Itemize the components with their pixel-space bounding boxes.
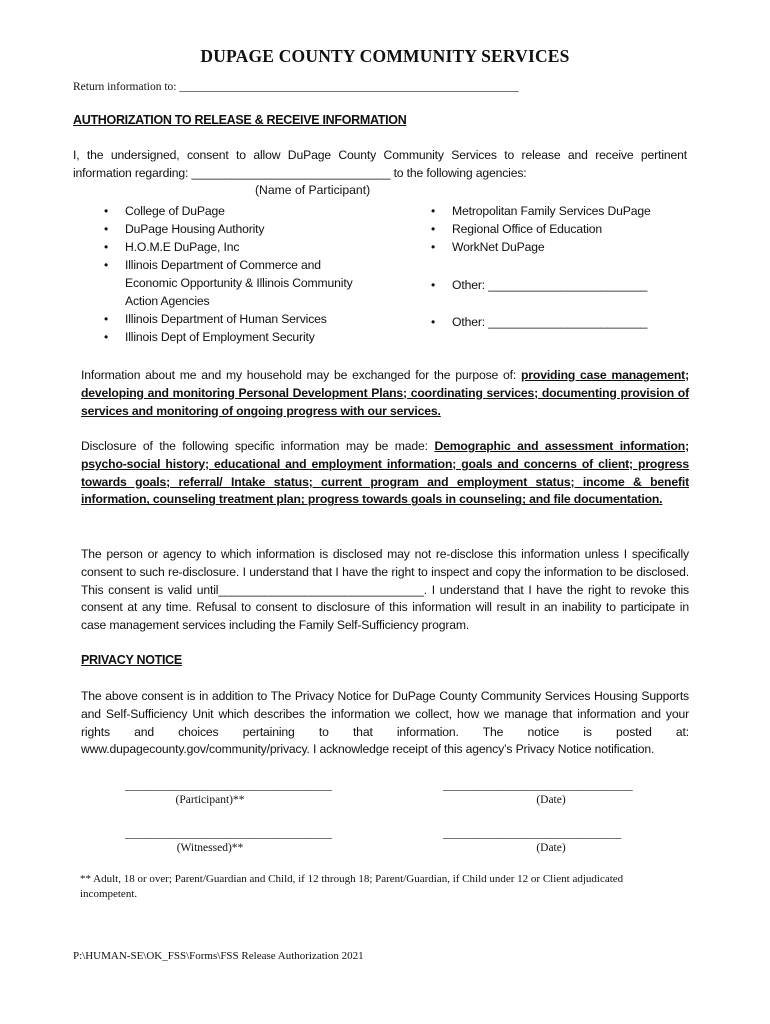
date-label-2: (Date) — [536, 842, 566, 854]
agency-list-right — [427, 202, 707, 256]
witness-signature-line: ____________________________________ — [125, 828, 332, 840]
agency-list-left — [100, 202, 360, 346]
redisclosure-paragraph: The person or agency to which information is disclosed may not re-disclose this information unless I specifically consent to such re-disclosure. I understand that I have the right to inspect and copy the information to be disclosed. This consent is valid until_______________________________. I understand that I have the right to revoke this consent at any time. Refusal to consent to disclosure of this information will result in an inability to participate in case management services including the Family Self-Sufficiency program. — [81, 547, 689, 633]
agency-item: • Illinois Department of Human Services — [100, 310, 360, 328]
return-information-line: Return information to: ___________________________________________________________ — [73, 81, 519, 93]
file-path: P:\HUMAN-SE\OK_FSS\Forms\FSS Release Authorization 2021 — [73, 950, 364, 962]
agency-item: • Illinois Dept of Employment Security — [100, 328, 360, 346]
privacy-heading: PRIVACY NOTICE — [81, 653, 182, 667]
disclosure-paragraph — [81, 438, 689, 509]
witness-label: (Witnessed)** — [176, 842, 244, 854]
participant-signature-line: ____________________________________ — [125, 780, 332, 792]
date-label-1: (Date) — [536, 794, 566, 806]
document-title: DUPAGE COUNTY COMMUNITY SERVICES — [200, 46, 570, 66]
other-agency-2 — [427, 313, 707, 331]
other-agency-1 — [427, 276, 707, 294]
participant-label: (Participant)** — [175, 794, 245, 806]
other-agency-field: • Other: ________________________ — [427, 276, 707, 294]
agency-item: • Metropolitan Family Services DuPage — [427, 202, 707, 220]
privacy-paragraph: The above consent is in addition to The Privacy Notice for DuPage County Community Services Housing Supports and Self-Sufficiency Unit which describes the information we collect, how we manage that information and your rights and choices pertaining to that information. The notice is posted at: www.dupagecounty.gov/community/privacy. I acknowledge receipt of this agency’s Privacy Notice notification. — [81, 689, 689, 757]
agency-item: • Regional Office of Education — [427, 220, 707, 238]
disclosure-emphasis: Demographic and assessment information; psycho-social history; educational and employment information; goals and concerns of client; progress towards goals; referral/ Intake status; current program and employment status; income & benefit information, counseling treatment plan; progress towards goals in counseling; and file documentation. — [81, 439, 689, 507]
agency-item: • H.O.M.E DuPage, Inc — [100, 238, 360, 256]
footnote: ** Adult, 18 or over; Parent/Guardian and Child, if 12 through 18; Parent/Guardian, if Child under 12 or Client adjudicated incompetent. — [80, 873, 624, 900]
date-line-1: _________________________________ — [443, 780, 633, 792]
agency-item: • Illinois Department of Commerce and Economic Opportunity & Illinois Community Action Agencies — [100, 256, 360, 310]
purpose-paragraph — [81, 367, 689, 420]
purpose-emphasis: providing case management; developing and monitoring Personal Development Plans; coordinating services; documenting provision of services and monitoring of ongoing progress with our services. — [81, 368, 689, 418]
other-agency-field: • Other: ________________________ — [427, 313, 707, 331]
agency-item: • WorkNet DuPage — [427, 238, 707, 256]
date-line-2: _______________________________ — [443, 828, 622, 840]
authorization-heading: AUTHORIZATION TO RELEASE & RECEIVE INFORMATION — [73, 113, 407, 127]
agency-item: • DuPage Housing Authority — [100, 220, 360, 238]
purpose-text: Information about me and my household may be exchanged for the purpose of: — [81, 368, 517, 382]
name-of-participant-label: (Name of Participant) — [255, 183, 371, 197]
disclosure-text: Disclosure of the following specific information may be made: — [81, 439, 428, 453]
agency-item: • College of DuPage — [100, 202, 360, 220]
consent-paragraph: I, the undersigned, consent to allow DuPage County Community Services to release and receive pertinent information regarding: ______________________________ to the following agencies: — [73, 148, 687, 180]
